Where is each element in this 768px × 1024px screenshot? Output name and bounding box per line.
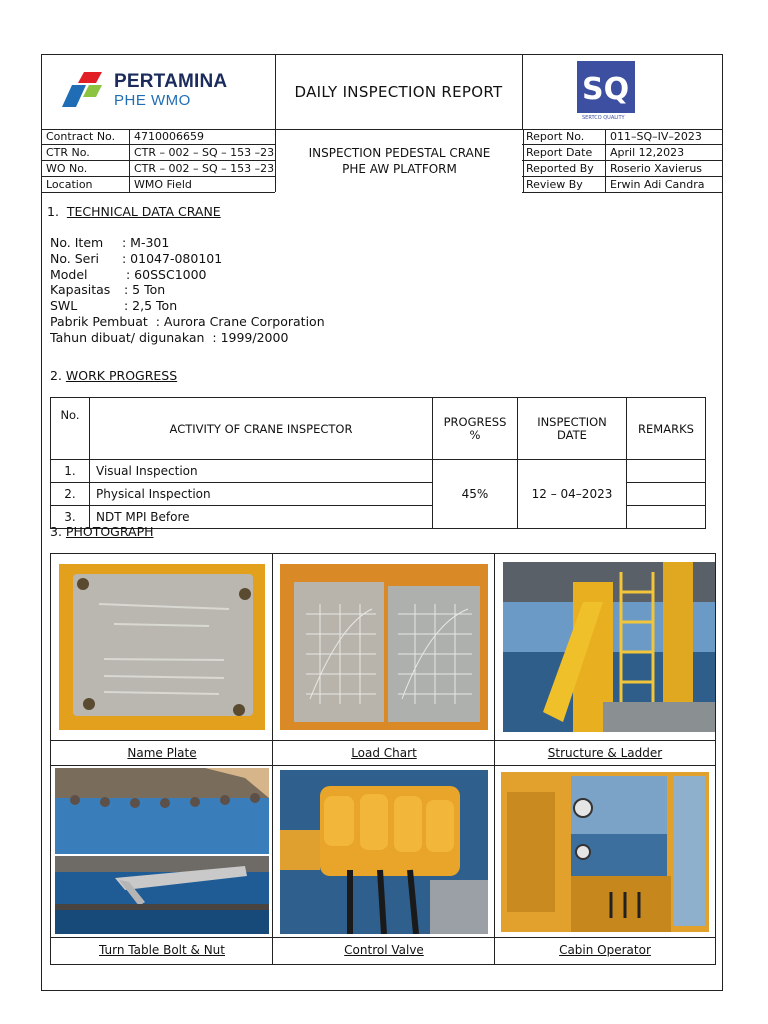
col-activity: ACTIVITY OF CRANE INSPECTOR (90, 398, 433, 460)
tech-label: No. Seri (50, 250, 99, 266)
row-remarks (627, 483, 706, 506)
field-value: CTR – 002 – SQ – 153 –23 (134, 162, 275, 175)
info-row (42, 145, 275, 161)
sq-logo-cell (522, 55, 722, 130)
row-activity: NDT MPI Before (90, 506, 433, 529)
load-chart-photo (280, 564, 488, 730)
tech-line (50, 298, 325, 314)
turn-table-photo-bottom (55, 856, 269, 934)
tech-value: : 1999/2000 (212, 329, 289, 345)
section-title: TECHNICAL DATA CRANE (66, 204, 221, 219)
report-title: DAILY INSPECTION REPORT (275, 55, 523, 130)
row-activity: Physical Inspection (90, 483, 433, 506)
inspection-subject (275, 129, 524, 192)
structure-ladder-photo (503, 562, 715, 732)
sq-logo-caption: SERTCO QUALITY (582, 115, 625, 121)
tech-value: : 60SSC1000 (126, 266, 207, 282)
field-label: Review By (522, 177, 606, 192)
col-progress (433, 398, 518, 460)
control-valve-photo (280, 770, 488, 934)
tech-value: : Aurora Crane Corporation (155, 313, 325, 329)
section-photograph-heading (50, 524, 154, 539)
section-number: 2. (50, 368, 62, 383)
row-remarks (627, 460, 706, 483)
field-value: April 12,2023 (610, 146, 685, 159)
tech-label: Tahun dibuat/ digunakan (50, 329, 205, 345)
caption-structure-ladder: Structure & Ladder (547, 746, 663, 760)
info-row (42, 177, 275, 193)
section-title: WORK PROGRESS (65, 368, 178, 383)
cabin-operator-photo (501, 772, 709, 932)
section-technical-heading (47, 204, 221, 219)
caption-turn-table: Turn Table Bolt & Nut (99, 943, 225, 957)
tech-label: Pabrik Pembuat (50, 313, 148, 329)
field-value: 4710006659 (134, 130, 204, 143)
tech-value: : M-301 (122, 235, 170, 250)
report-page (41, 54, 723, 991)
company-sub: PHE WMO (114, 92, 191, 109)
field-label: Report Date (522, 145, 606, 160)
caption-control-valve: Control Valve (344, 943, 424, 957)
info-row (522, 129, 722, 145)
company-logo-cell (42, 55, 276, 130)
info-row (522, 145, 722, 161)
tech-value: : 01047-080101 (122, 250, 223, 266)
field-label: Report No. (522, 129, 606, 144)
caption-name-plate: Name Plate (127, 746, 197, 760)
inspection-date: 12 – 04–2023 (518, 460, 627, 529)
tech-value: : 5 Ton (124, 282, 166, 298)
section-number: 3. (50, 524, 62, 539)
field-value: Erwin Adi Candra (610, 178, 705, 191)
subject-line-2: PHE AW PLATFORM (342, 161, 457, 176)
col-progress-line1: PROGRESS (443, 414, 507, 429)
photo-grid (50, 553, 716, 965)
company-name: PERTAMINA (114, 71, 228, 92)
progress-value: 45% (433, 460, 518, 529)
tech-label: Model (50, 266, 88, 282)
row-activity: Visual Inspection (90, 460, 433, 483)
tech-line (50, 251, 325, 267)
caption-load-chart: Load Chart (351, 746, 417, 760)
tech-line (50, 314, 325, 330)
tech-line (50, 330, 325, 346)
tech-label: Kapasitas (50, 282, 111, 298)
name-plate-photo (59, 564, 265, 730)
section-title: PHOTOGRAPH (65, 524, 154, 539)
col-date-line2: DATE (557, 427, 587, 442)
subject-line-1: INSPECTION PEDESTAL CRANE (308, 145, 491, 160)
field-label: Contract No. (42, 129, 130, 144)
info-row (522, 177, 722, 193)
section-number: 1. (47, 204, 59, 219)
info-row (42, 161, 275, 177)
tech-value: : 2,5 Ton (124, 298, 178, 314)
caption-cabin-operator: Cabin Operator (559, 943, 651, 957)
field-label: Reported By (522, 161, 606, 176)
table-row (51, 460, 706, 483)
row-no: 3. (51, 506, 90, 529)
col-progress-line2: % (469, 427, 481, 442)
work-progress-table (50, 397, 706, 529)
table-header-row (51, 398, 706, 460)
field-label: Location (42, 177, 130, 192)
field-label: WO No. (42, 161, 130, 176)
col-date (518, 398, 627, 460)
row-remarks (627, 506, 706, 529)
field-value: 011–SQ–IV–2023 (610, 130, 702, 143)
tech-label: SWL (50, 298, 78, 314)
field-value: CTR – 002 – SQ – 153 –23 (134, 146, 275, 159)
col-no: No. (51, 398, 90, 460)
field-value: Roserio Xavierus (610, 162, 703, 175)
col-date-line1: INSPECTION (537, 414, 607, 429)
info-right-block (522, 129, 722, 193)
field-label: CTR No. (42, 145, 130, 160)
section-work-progress-heading (50, 368, 177, 383)
pertamina-logo-icon (56, 67, 116, 117)
row-no: 1. (51, 460, 90, 483)
tech-line (50, 235, 325, 251)
technical-data (50, 235, 325, 346)
info-row (42, 129, 275, 145)
info-left-block (42, 129, 275, 193)
field-value: WMO Field (134, 178, 192, 191)
tech-label: No. Item (50, 235, 104, 250)
turn-table-photo-top (55, 768, 269, 854)
info-row (522, 161, 722, 177)
col-remarks: REMARKS (627, 398, 706, 460)
svg-text:SQ: SQ (582, 72, 630, 107)
tech-line (50, 282, 325, 298)
sertco-quality-logo-icon (577, 61, 635, 119)
row-no: 2. (51, 483, 90, 506)
tech-line (50, 267, 325, 283)
